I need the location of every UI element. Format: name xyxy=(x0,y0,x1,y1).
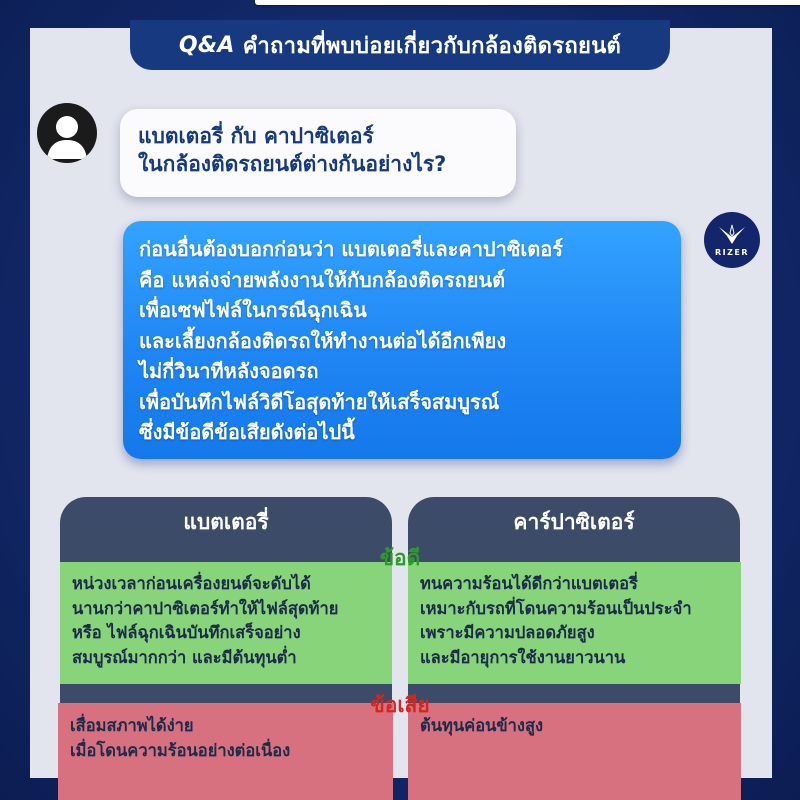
disadvantages-label: ข้อเสีย xyxy=(370,693,430,717)
brand-logo xyxy=(704,212,760,268)
capacitor-advantages xyxy=(408,562,741,684)
user-avatar-icon xyxy=(37,103,97,163)
advantages-label: ข้อดี xyxy=(379,546,421,570)
question-line: ในกล้องติดรถยนต์ต่างกันอย่างไร? xyxy=(138,152,447,176)
battery-disadvantage-line: เสื่อมสภาพได้ง่าย xyxy=(70,716,194,735)
capacitor-column-header: คาร์ปาซิเตอร์ xyxy=(408,497,740,557)
top-strip xyxy=(255,0,800,5)
capacitor-advantage-line: เพราะมีความปลอดภัยสูง xyxy=(420,623,595,642)
battery-advantage-line: สมบูรณ์มากกว่า และมีต้นทุนต่ำ xyxy=(72,647,297,667)
answer-bubble xyxy=(123,221,681,459)
capacitor-disadvantage-line: ต้นทุนค่อนข้างสูง xyxy=(420,716,544,735)
battery-disadvantages xyxy=(58,703,393,800)
battery-advantages xyxy=(60,562,392,684)
answer-line: ก่อนอื่นต้องบอกก่อนว่า แบตเตอรี่และคาปาซิเตอร์ xyxy=(139,237,564,261)
qa-label: Q&A xyxy=(178,32,235,58)
answer-line: คือ แหล่งจ่ายพลังงานให้กับกล้องติดรถยนต์ xyxy=(139,267,506,292)
battery-disadvantage-line: เมื่อโดนความร้อนอย่างต่อเนื่อง xyxy=(70,741,291,760)
answer-line: เพื่อบันทึกไฟล์วิดีโอสุดท้ายให้เสร็จสมบูรณ์ xyxy=(139,389,500,414)
answer-line: เพื่อเซฟไฟล์ในกรณีฉุกเฉิน xyxy=(139,298,367,322)
battery-advantage-line: นานกว่าคาปาซิเตอร์ทำให้ไฟล์สุดท้าย xyxy=(72,598,339,618)
capacitor-advantage-line: และมีอายุการใช้งานยาวนาน xyxy=(420,647,626,667)
title-text: คำถามที่พบบ่อยเกี่ยวกับกล้องติดรถยนต์ xyxy=(242,33,622,59)
question-line: แบตเตอรี่ กับ คาปาซิเตอร์ xyxy=(138,124,374,148)
answer-line: ไม่กี่วินาทีหลังจอดรถ xyxy=(139,359,319,383)
answer-line: ซึ่งมีข้อดีข้อเสียดังต่อไปนี้ xyxy=(139,420,355,444)
answer-line: และเลี้ยงกล้องติดรถให้ทำงานต่อได้อีกเพียง xyxy=(139,328,507,353)
capacitor-advantage-line: ทนความร้อนได้ดีกว่าแบตเตอรี่ xyxy=(420,574,638,593)
brand-name: RIZER xyxy=(714,247,750,257)
page-title xyxy=(130,20,670,70)
capacitor-advantage-line: เหมาะกับรถที่โดนความร้อนเป็นประจำ xyxy=(420,598,692,618)
battery-column-header: แบตเตอรี่ xyxy=(60,497,392,557)
rizer-emblem-icon xyxy=(717,224,747,246)
battery-advantage-line: หน่วงเวลาก่อนเครื่องยนต์จะดับได้ xyxy=(72,574,311,593)
battery-advantage-line: หรือ ไฟล์ฉุกเฉินบันทึกเสร็จอย่าง xyxy=(72,623,301,642)
capacitor-disadvantages xyxy=(408,703,741,800)
question-bubble xyxy=(120,109,516,197)
